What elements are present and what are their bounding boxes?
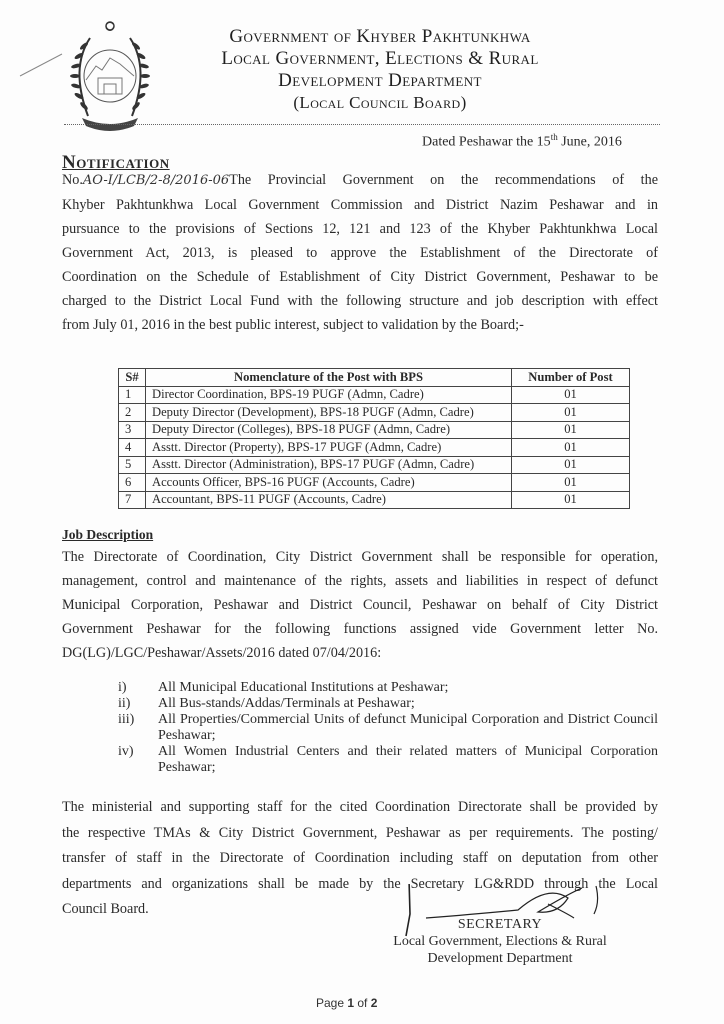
notification-line: Coordination on the Schedule of Establishment of City District Government, Peshawar to be [62,269,658,285]
page-number: Page 1 of 2 [316,996,378,1010]
post-name-cell: Asstt. Director (Administration), BPS-17 PUGF (Admn, Cadre) [146,456,512,474]
serial-number-cell: 5 [119,456,146,474]
column-header-sn: S# [119,369,146,387]
job-description-title: Job Description [62,527,154,542]
letterhead-line-1: Government of Khyber Pakhtunkhwa [229,26,531,47]
serial-number-cell: 4 [119,439,146,457]
fort-gate-icon [98,78,122,94]
signatory-line-1: Local Government, Elections & Rural [393,934,607,949]
notification-body [62,158,658,337]
post-count-cell: 01 [512,456,630,474]
post-name-cell: Accounts Officer, BPS-16 PUGF (Accounts, Cadre) [146,474,512,492]
post-count-cell: 01 [512,421,630,439]
date-ordinal: th [550,132,558,142]
current-page: 1 [347,996,355,1010]
post-name-cell: Deputy Director (Development), BPS-18 PUGF (Admn, Cadre) [146,404,512,422]
serial-number-cell: 2 [119,404,146,422]
notification-line: No.AO-I/LCB/2-8/2016-06The Provincial Government on the recommendations of the [62,172,658,188]
function-text: All Properties/Commercial Units of defunct Municipal Corporation and District Council Peshawar; [158,712,658,743]
number-label: No. [62,172,83,188]
function-number: ii) [118,696,131,711]
staff-line: Council Board. [62,901,149,917]
posts-table [118,368,630,509]
signatory-title: SECRETARY [457,917,543,932]
job-description-line: management, control and maintenance of the rights, assets and liabilities in respect of defunct [62,573,658,589]
post-count-cell: 01 [512,491,630,509]
function-text: All Municipal Educational Institutions at Peshawar; [158,680,449,695]
table-row [119,456,630,474]
function-number: iv) [118,744,134,759]
column-header-count: Number of Post [512,369,630,387]
signatory-line-2: Development Department [427,951,573,966]
table-row [119,474,630,492]
table-row [119,404,630,422]
post-count-cell: 01 [512,439,630,457]
kp-government-emblem [60,18,160,138]
job-description-line: Municipal Corporation, Peshawar and District Council, Peshawar on behalf of City District [62,597,658,613]
notification-line: charged to the District Local Fund with the following structure and job description with effect [62,293,658,309]
job-description-line: The Directorate of Coordination, City District Government shall be responsible for operation, [62,549,658,565]
staff-line: departments and organizations shall be made by the Secretary LG&RDD through the Local [62,875,658,892]
table-row [119,386,630,404]
serial-number-cell: 7 [119,491,146,509]
post-name-cell: Asstt. Director (Property), BPS-17 PUGF (Admn, Cadre) [146,439,512,457]
function-text: All Women Industrial Centers and their related matters of Municipal Corporation Peshawar; [158,744,658,775]
notification-title: Notification [62,152,170,173]
serial-number-cell: 3 [119,421,146,439]
column-header-post: Nomenclature of the Post with BPS [146,369,512,387]
functions-list [118,680,658,776]
function-item [118,744,658,776]
function-item [118,680,658,696]
date-prefix: Dated Peshawar the 15 [422,134,551,150]
notification-line: from July 01, 2016 in the best public interest, subject to validation by the Board;- [62,317,524,333]
post-count-cell: 01 [512,474,630,492]
function-number: i) [118,680,127,695]
serial-number-cell: 1 [119,386,146,404]
date-suffix: June, 2016 [557,134,622,150]
post-count-cell: 01 [512,404,630,422]
staff-line: the respective TMAs & City District Government, Peshawar as per requirements. The posting/ [62,824,658,841]
function-item [118,696,658,712]
staff-line: transfer of staff in the Directorate of Coordination including staff on deputation from other [62,850,658,866]
staff-line: The ministerial and supporting staff for the cited Coordination Directorate shall be provided by [62,799,658,815]
notification-line: Government Act, 2013, is pleased to approve the Establishment of the Directorate of [62,245,658,261]
notification-line: Khyber Pakhtunkhwa Local Government Commission and District Nazim Peshawar and in [62,197,658,213]
job-description-line: DG(LG)/LGC/Peshawar/Assets/2016 dated 07/04/2016: [62,645,382,661]
mountain-icon [86,58,134,80]
header-divider [64,124,660,125]
post-name-cell: Director Coordination, BPS-19 PUGF (Admn, Cadre) [146,386,512,404]
function-number: iii) [118,712,135,727]
job-description-body [62,545,658,665]
letterhead-line-3: Development Department [278,70,482,91]
laurel-right-icon [130,38,150,116]
job-description-line: Government Peshawar for the following functions assigned vide Government letter No. [62,621,658,637]
handwritten-reference-number: AO-I/LCB/2-8/2016-06 [82,173,230,188]
post-count-cell: 01 [512,386,630,404]
table-row [119,421,630,439]
table-header-row [119,369,630,387]
pen-mark [18,48,66,80]
letterhead-line-4: (Local Council Board) [293,93,467,112]
function-item [118,712,658,744]
post-name-cell: Deputy Director (Colleges), BPS-18 PUGF (Admn, Cadre) [146,421,512,439]
letterhead [150,26,610,114]
serial-number-cell: 6 [119,474,146,492]
total-pages: 2 [370,996,378,1010]
function-text: All Bus-stands/Addas/Terminals at Peshawar; [158,696,415,711]
post-name-cell: Accountant, BPS-11 PUGF (Accounts, Cadre) [146,491,512,509]
laurel-left-icon [70,38,90,116]
signatory-block [350,916,650,967]
date-line [422,132,622,151]
letterhead-line-2: Local Government, Elections & Rural [221,48,539,69]
table-row [119,491,630,509]
notification-line: pursuance to the provisions of Sections 12, 121 and 123 of the Khyber Pakhtunkhwa Local [62,221,658,237]
table-row [119,439,630,457]
